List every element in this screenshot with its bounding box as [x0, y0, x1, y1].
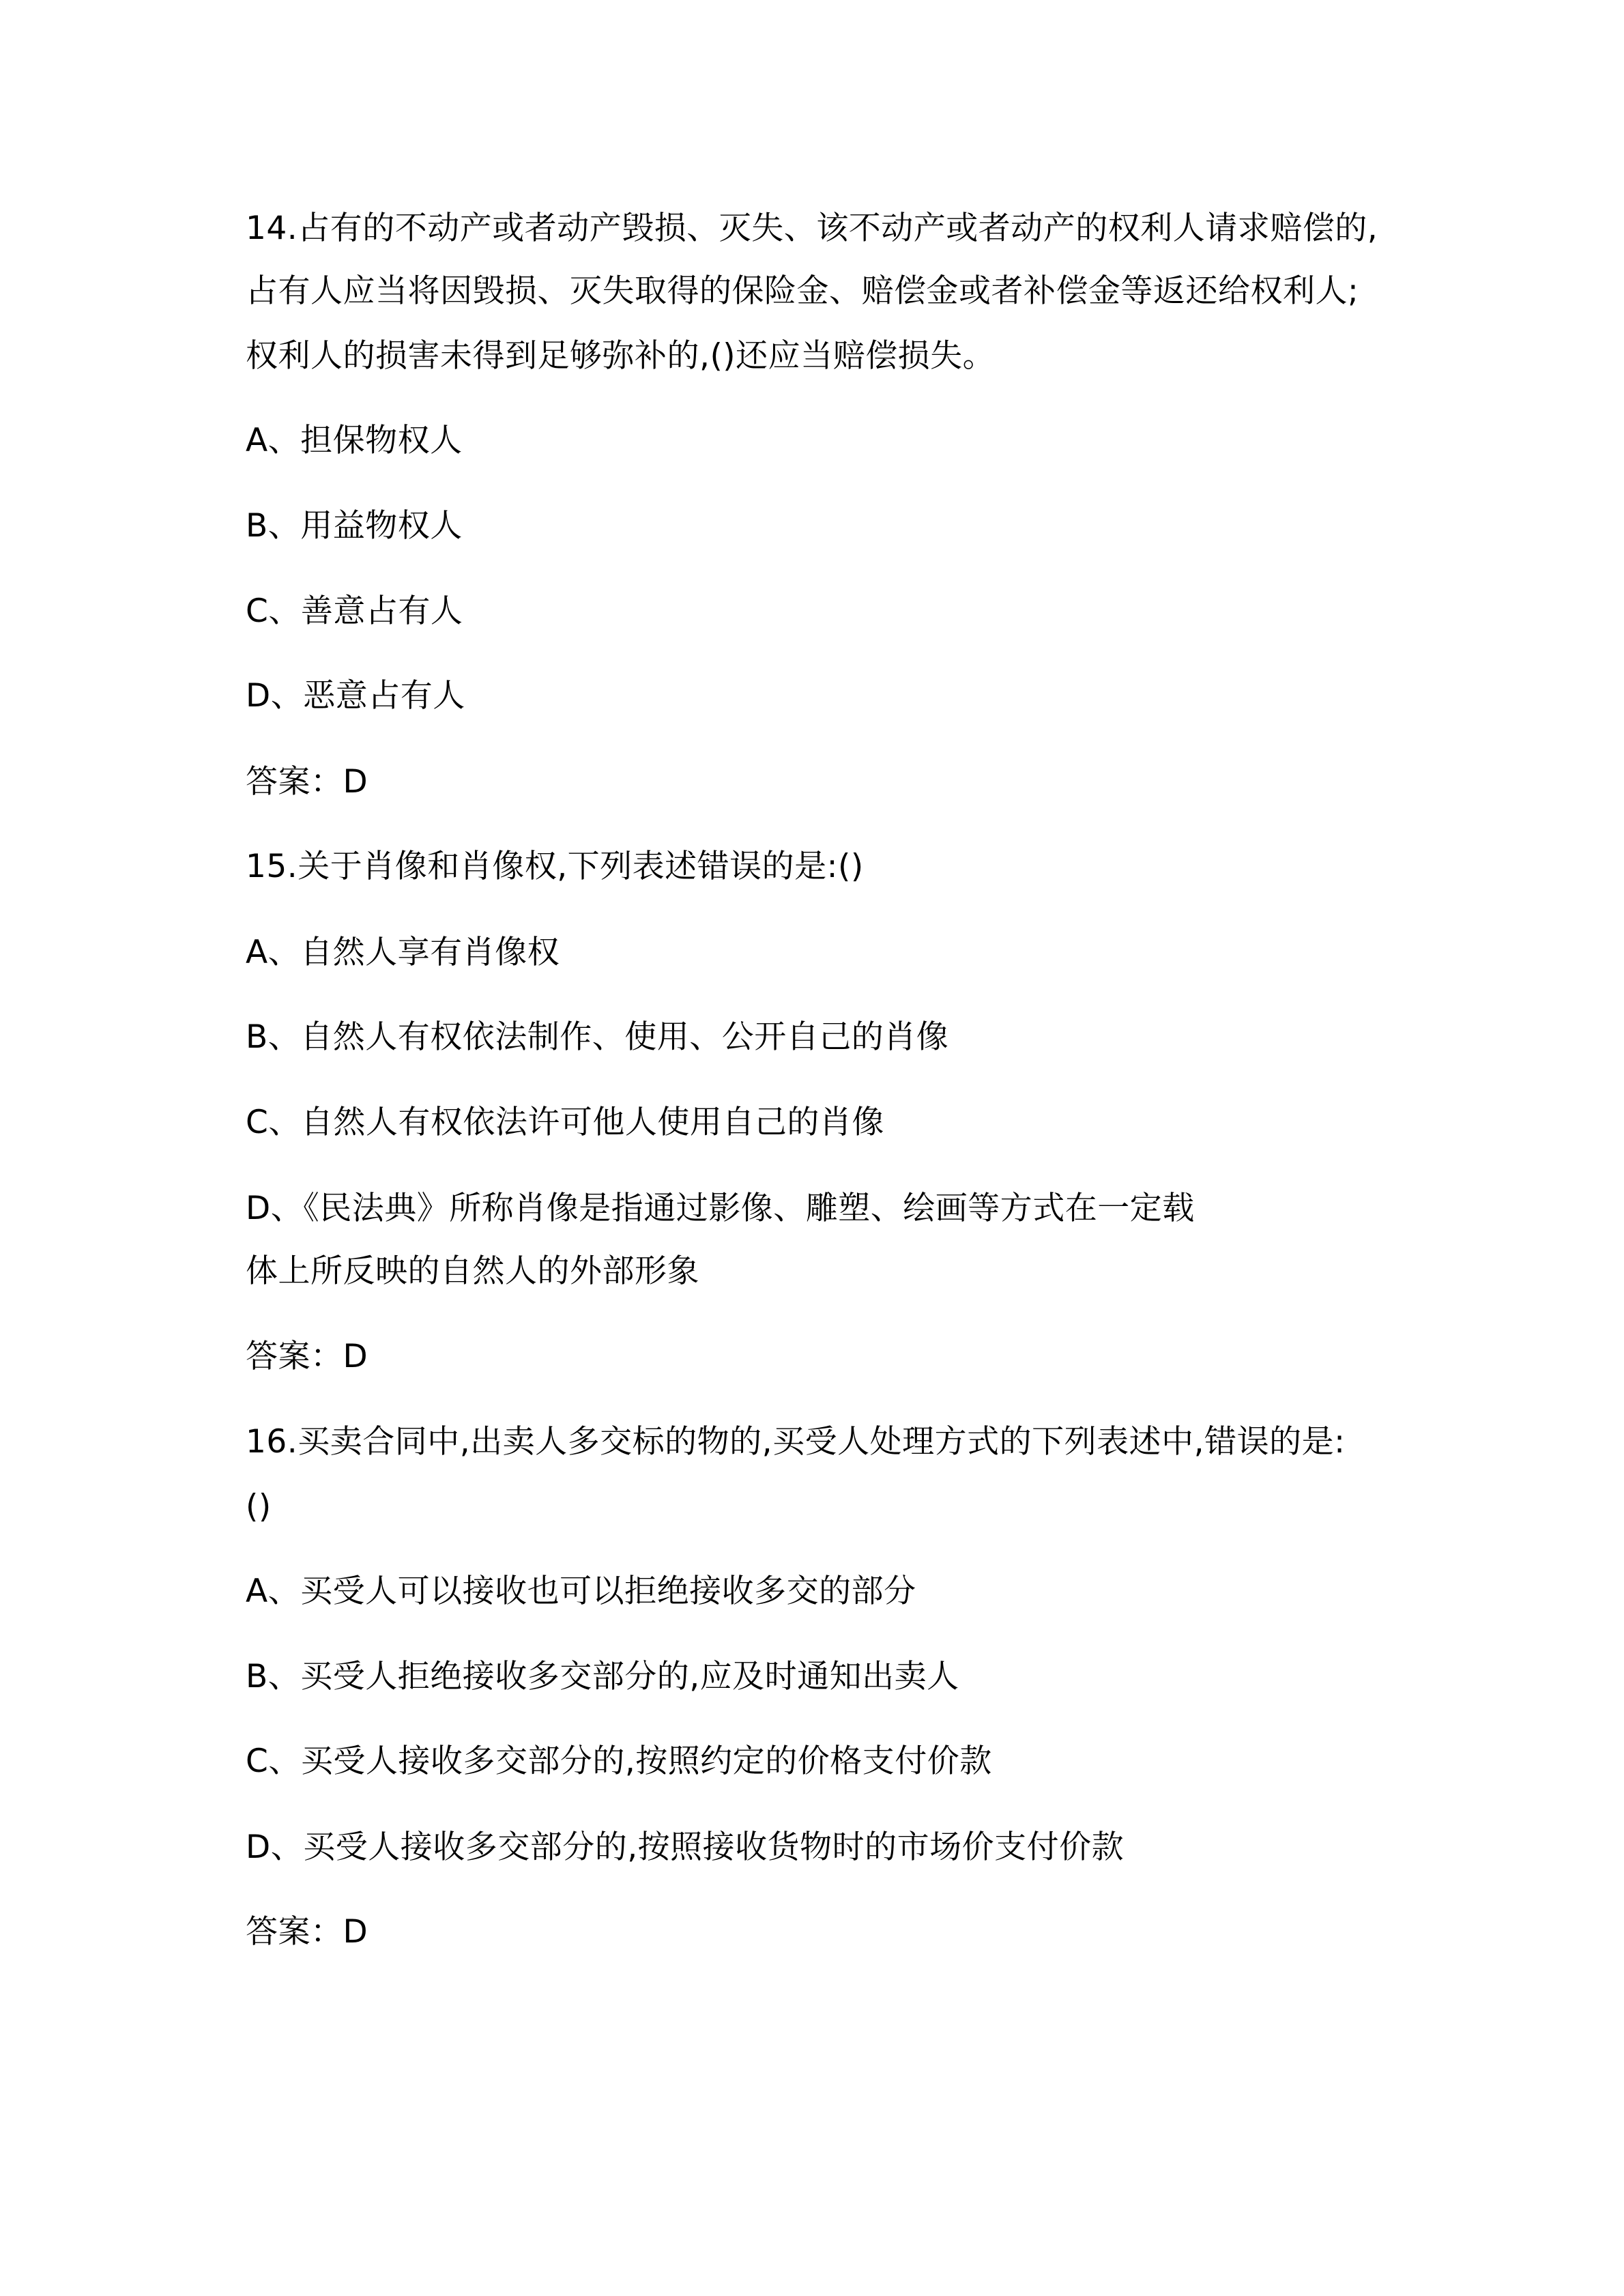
question-15-option-d-line-2: 体上所反映的自然人的外部形象 [246, 1252, 699, 1290]
question-16-stem-line-1: 16.买卖合同中,出卖人多交标的物的,买受人处理方式的下列表述中,错误的是: [246, 1423, 1346, 1461]
question-16-answer: 答案：D [246, 1913, 368, 1951]
question-15-option-b: B、自然人有权依法制作、使用、公开自己的肖像 [246, 1018, 949, 1056]
question-16-option-d: D、买受人接收多交部分的,按照接收货物时的市场价支付价款 [246, 1828, 1125, 1866]
question-15-option-d-line-1: D、《民法典》所称肖像是指通过影像、雕塑、绘画等方式在一定载 [246, 1190, 1195, 1227]
question-16-option-b: B、买受人拒绝接收多交部分的,应及时通知出卖人 [246, 1658, 959, 1695]
question-16-stem-line-2: () [246, 1488, 272, 1525]
question-14-option-c: C、善意占有人 [246, 592, 463, 630]
question-14-option-b: B、用益物权人 [246, 507, 463, 545]
question-15-option-a: A、自然人享有肖像权 [246, 934, 560, 971]
question-15-answer: 答案：D [246, 1338, 368, 1375]
question-14-stem-line-2: 占有人应当将因毁损、灭失取得的保险金、赔偿金或者补偿金等返还给权利人; [246, 272, 1359, 310]
question-14-option-d: D、恶意占有人 [246, 677, 465, 715]
question-14-answer: 答案：D [246, 763, 368, 801]
question-15-stem-line-1: 15.关于肖像和肖像权,下列表述错误的是:() [246, 848, 864, 885]
question-14-stem-line-3: 权利人的损害未得到足够弥补的,()还应当赔偿损失。 [246, 337, 996, 375]
question-14-option-a: A、担保物权人 [246, 422, 463, 459]
question-16-option-a: A、买受人可以接收也可以拒绝接收多交的部分 [246, 1573, 916, 1610]
question-15-option-c: C、自然人有权依法许可他人使用自己的肖像 [246, 1104, 884, 1141]
question-14-stem-line-1: 14.占有的不动产或者动产毁损、灭失、该不动产或者动产的权利人请求赔偿的, [246, 210, 1378, 247]
question-16-option-c: C、买受人接收多交部分的,按照约定的价格支付价款 [246, 1742, 992, 1780]
